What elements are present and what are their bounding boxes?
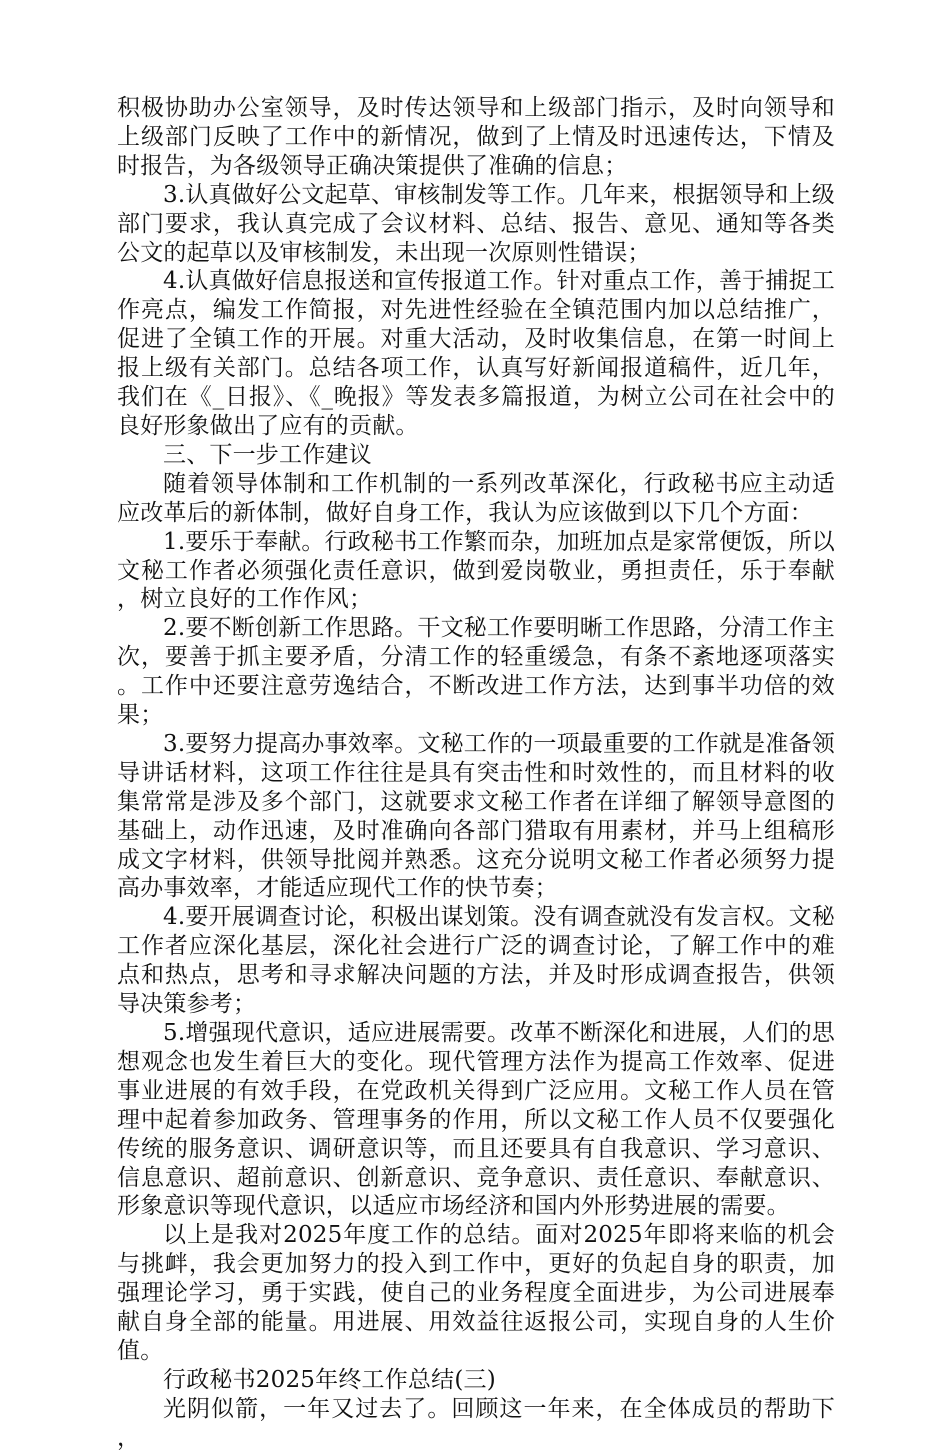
- paragraph: 以上是我对2025年度工作的总结。面对2025年即将来临的机会与挑衅，我会更加努力的投入到工作中，更好的负起自身的职责，加强理论学习，勇于实践，使自己的业务程度全面进步，为公司进展奉献自身全部的能量。用进展、用效益往返报公司，实现自身的人生价值。: [117, 1222, 835, 1364]
- paragraph: 2.要不断创新工作思路。干文秘工作要明晰工作思路，分清工作主次，要善于抓主要矛盾，分清工作的轻重缓急，有条不紊地逐项落实。工作中还要注意劳逸结合，不断改进工作方法，达到事半功倍的效果；: [117, 615, 835, 729]
- document-body: [117, 94, 835, 1453]
- paragraph: 5.增强现代意识，适应进展需要。改革不断深化和进展，人们的思想观念也发生着巨大的变化。现代管理方法作为提高工作效率、促进事业进展的有效手段，在党政机关得到广泛应用。文秘工作人员在管理中起着参加政务、管理事务的作用，所以文秘工作人员不仅要强化传统的服务意识、调研意识等，而且还要具有自我意识、学习意识、信息意识、超前意识、创新意识、竞争意识、责任意识、奉献意识、形象意识等现代意识，以适应市场经济和国内外形势进展的需要。: [117, 1020, 835, 1220]
- section-heading: 三、下一步工作建议: [163, 441, 372, 468]
- paragraph: 3.认真做好公文起草、审核制发等工作。几年来，根据领导和上级部门要求，我认真完成了会议材料、总结、报告、意见、通知等各类公文的起草以及审核制发，未出现一次原则性错误；: [117, 181, 835, 266]
- paragraph: 3.要努力提高办事效率。文秘工作的一项最重要的工作就是准备领导讲话材料，这项工作往往是具有突击性和时效性的，而且材料的收集常常是涉及多个部门，这就要求文秘工作者在详细了解领导意图的基础上，动作迅速，及时准确向各部门猎取有用素材，并马上组稿形成文字材料，供领导批阅并熟悉。这充分说明文秘工作者必须努力提高办事效率，才能适应现代工作的快节奏；: [117, 730, 835, 902]
- section-heading: 行政秘书2025年终工作总结(三): [163, 1366, 496, 1393]
- paragraph: 4.认真做好信息报送和宣传报道工作。针对重点工作，善于捕捉工作亮点，编发工作简报，对先进性经验在全镇范围内加以总结推广，促进了全镇工作的开展。对重大活动，及时收集信息，在第一时间上报上级有关部门。总结各项工作，认真写好新闻报道稿件，近几年，我们在《_日报》、《_晚报》等发表多篇报道，为树立公司在社会中的良好形象做出了应有的贡献。: [117, 268, 835, 439]
- paragraph: 随着领导体制和工作机制的一系列改革深化，行政秘书应主动适应改革后的新体制，做好自身工作，我认为应该做到以下几个方面：: [117, 470, 835, 526]
- paragraph: 光阴似箭，一年又过去了。回顾这一年来，在全体成员的帮助下，: [117, 1395, 835, 1451]
- paragraph: 积极协助办公室领导，及时传达领导和上级部门指示，及时向领导和上级部门反映了工作中的新情况，做到了上情及时迅速传达，下情及时报告，为各级领导正确决策提供了准确的信息；: [117, 95, 835, 179]
- paragraph: 1.要乐于奉献。行政秘书工作繁而杂，加班加点是家常便饭，所以文秘工作者必须强化责任意识，做到爱岗敬业，勇担责任，乐于奉献，树立良好的工作作风；: [117, 528, 835, 613]
- paragraph: 4.要开展调查讨论，积极出谋划策。没有调查就没有发言权。文秘工作者应深化基层，深化社会进行广泛的调查讨论，了解工作中的难点和热点，思考和寻求解决问题的方法，并及时形成调查报告，供领导决策参考；: [117, 904, 835, 1018]
